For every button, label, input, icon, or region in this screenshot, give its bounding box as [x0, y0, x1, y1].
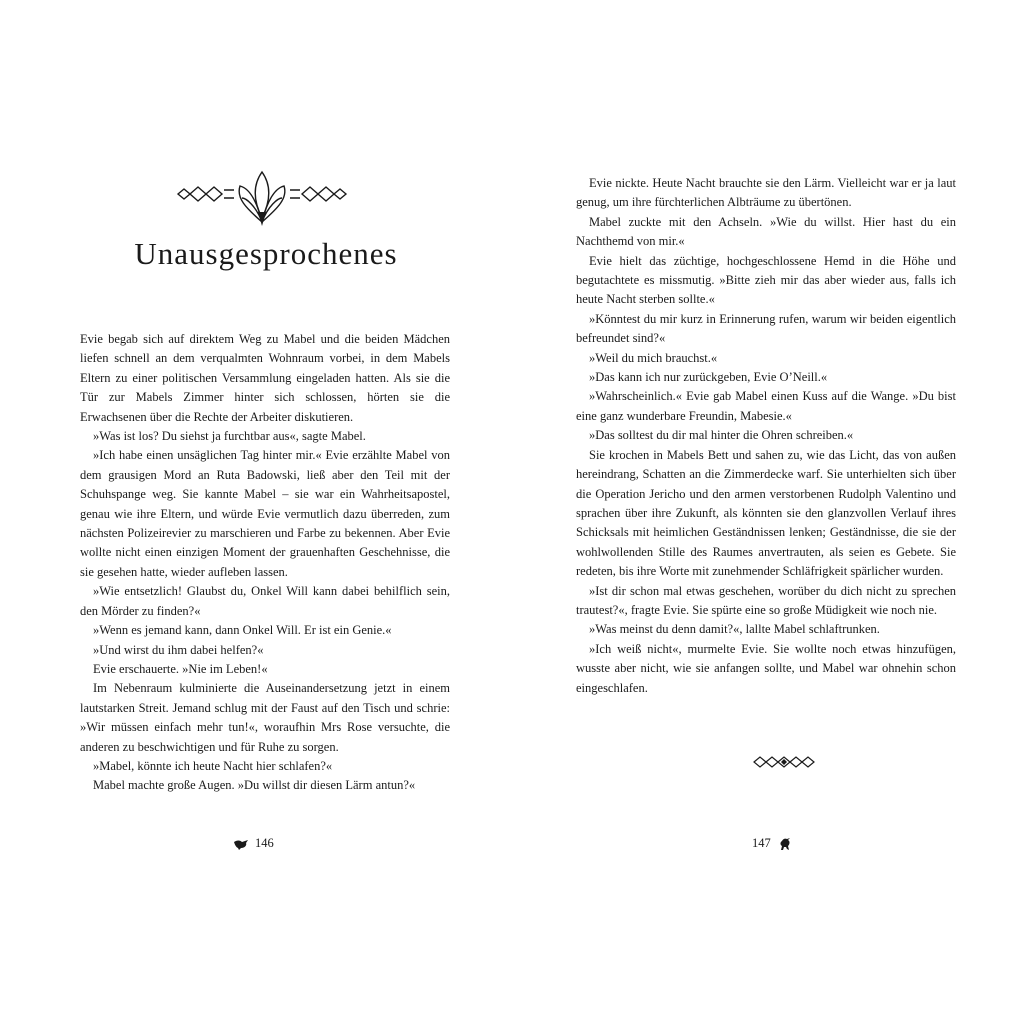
page-number: 147: [752, 836, 771, 850]
right-page-body: [576, 174, 956, 698]
diamond-divider-ornament-icon: [752, 754, 816, 770]
right-page: [512, 0, 1024, 1024]
paragraph: »Das kann ich nur zurückgeben, Evie O’Neill.«: [589, 370, 828, 385]
crow-icon: [777, 837, 793, 851]
paragraph: »Ich weiß nicht«, murmelte Evie. Sie wollte noch etwas hinzufügen, wusste aber nicht, wie sie anfangen sollte, und Mabel war ohnehin schon eingeschlafen.: [576, 641, 956, 695]
paragraph: Evie begab sich auf direktem Weg zu Mabel und die beiden Mädchen liefen schnell an dem verqualmten Wohnraum vorbei, in dem Mabels Eltern zu einer politischen Versammlung eingeladen hatten. Als sie die Tür zur Mabels Zimmer hinter sich schlossen, hörten sie die Erwachsenen über die Rechte der Arbeiter diskutieren.: [80, 332, 450, 424]
paragraph: Evie hielt das züchtige, hochgeschlossene Hemd in die Höhe und begutachtete es missmutig. »Bitte zieh mir das aber wieder aus, falls ich heute Nacht sterben sollte.«: [576, 253, 956, 307]
left-page-body: [80, 330, 450, 796]
page-number: 146: [255, 836, 274, 850]
paragraph: Evie erschauerte. »Nie im Leben!«: [93, 661, 268, 676]
paragraph: »Ist dir schon mal etwas geschehen, worüber du dich nicht zu sprechen trautest?«, fragte Evie. Sie spürte eine so große Müdigkeit wie noch nie.: [576, 583, 956, 617]
paragraph: Evie nickte. Heute Nacht brauchte sie den Lärm. Vielleicht war er ja laut genug, um ihre fürchterlichen Albträume zu übertönen.: [576, 176, 956, 210]
paragraph: »Das solltest du dir mal hinter die Ohren schreiben.«: [589, 428, 854, 443]
paragraph: »Was ist los? Du siehst ja furchtbar aus«, sagte Mabel.: [93, 429, 366, 444]
paragraph: »Könntest du mir kurz in Erinnerung rufen, warum wir beiden eigentlich befreundet sind?«: [576, 311, 956, 346]
paragraph: »Mabel, könnte ich heute Nacht hier schlafen?«: [93, 758, 333, 773]
paragraph: »Ich habe einen unsäglichen Tag hinter mir.« Evie erzählte Mabel von dem grausigen Mord an Ruta Badowski, ließ aber den Teil mit der Schuhspange weg. Sie kannte Mabel – sie war ein Wahrheitsapostel, genau wie ihre Eltern, und würde Evie vermutlich dazu überreden, zum nächsten Polizeirevier zu marschieren und Farbe zu bekennen. Aber Evie wollte nicht einen einzigen Moment der grauenhaften Geschehnisse, die sie gesehen hatte, wieder aufleben lassen.: [80, 448, 450, 579]
paragraph: »Weil du mich brauchst.«: [589, 350, 718, 365]
paragraph: »Wie entsetzlich! Glaubst du, Onkel Will kann dabei behilflich sein, den Mörder zu finden?«: [80, 584, 450, 618]
paragraph: Im Nebenraum kulminierte die Auseinandersetzung jetzt in einem lautstarken Streit. Jemand schlug mit der Faust auf den Tisch und schrie: »Wir müssen einfach mehr tun!«, woraufhin Mrs Rose versuchte, die anderen zu beschwichtigen und für Ruhe zu sorgen.: [80, 681, 450, 754]
paragraph: Mabel machte große Augen. »Du willst dir diesen Lärm antun?«: [93, 778, 416, 793]
paragraph: »Was meinst du denn damit?«, lallte Mabel schlaftrunken.: [589, 622, 880, 637]
paragraph: »Und wirst du ihm dabei helfen?«: [93, 642, 264, 657]
paragraph: »Wahrscheinlich.« Evie gab Mabel einen Kuss auf die Wange. »Du bist eine ganz wunderbare Freundin, Mabesie.«: [576, 389, 956, 423]
paragraph: Mabel zuckte mit den Achseln. »Wie du willst. Hier hast du ein Nachthemd von mir.«: [576, 214, 956, 249]
chapter-title: Unausgesprochenes: [134, 236, 398, 271]
page-footer-left: [233, 836, 274, 851]
crow-icon: [233, 837, 249, 851]
paragraph: »Wenn es jemand kann, dann Onkel Will. Er ist ein Genie.«: [93, 623, 392, 638]
page-footer-right: [752, 836, 793, 851]
art-deco-fan-ornament-icon: [176, 168, 348, 228]
paragraph: Sie krochen in Mabels Bett und sahen zu, wie das Licht, das von außen hereindrang, Schatten an die Zimmerdecke warf. Sie unterhielten sich über die Operation Jericho und den armen verstorbenen Rudolph Valentino und sprachen über ihre Zukunft, als könnten sie den glanzvollen Verlauf ihres Schicksals mit heimlichen Geständnissen lenken; Geständnisse, die sie der wohlwollenden Stille des Raumes anvertrauten, als seien es Gebete. Sie redeten, bis ihre Worte mit zunehmender Schläfrigkeit spärlicher wurden.: [576, 447, 956, 579]
